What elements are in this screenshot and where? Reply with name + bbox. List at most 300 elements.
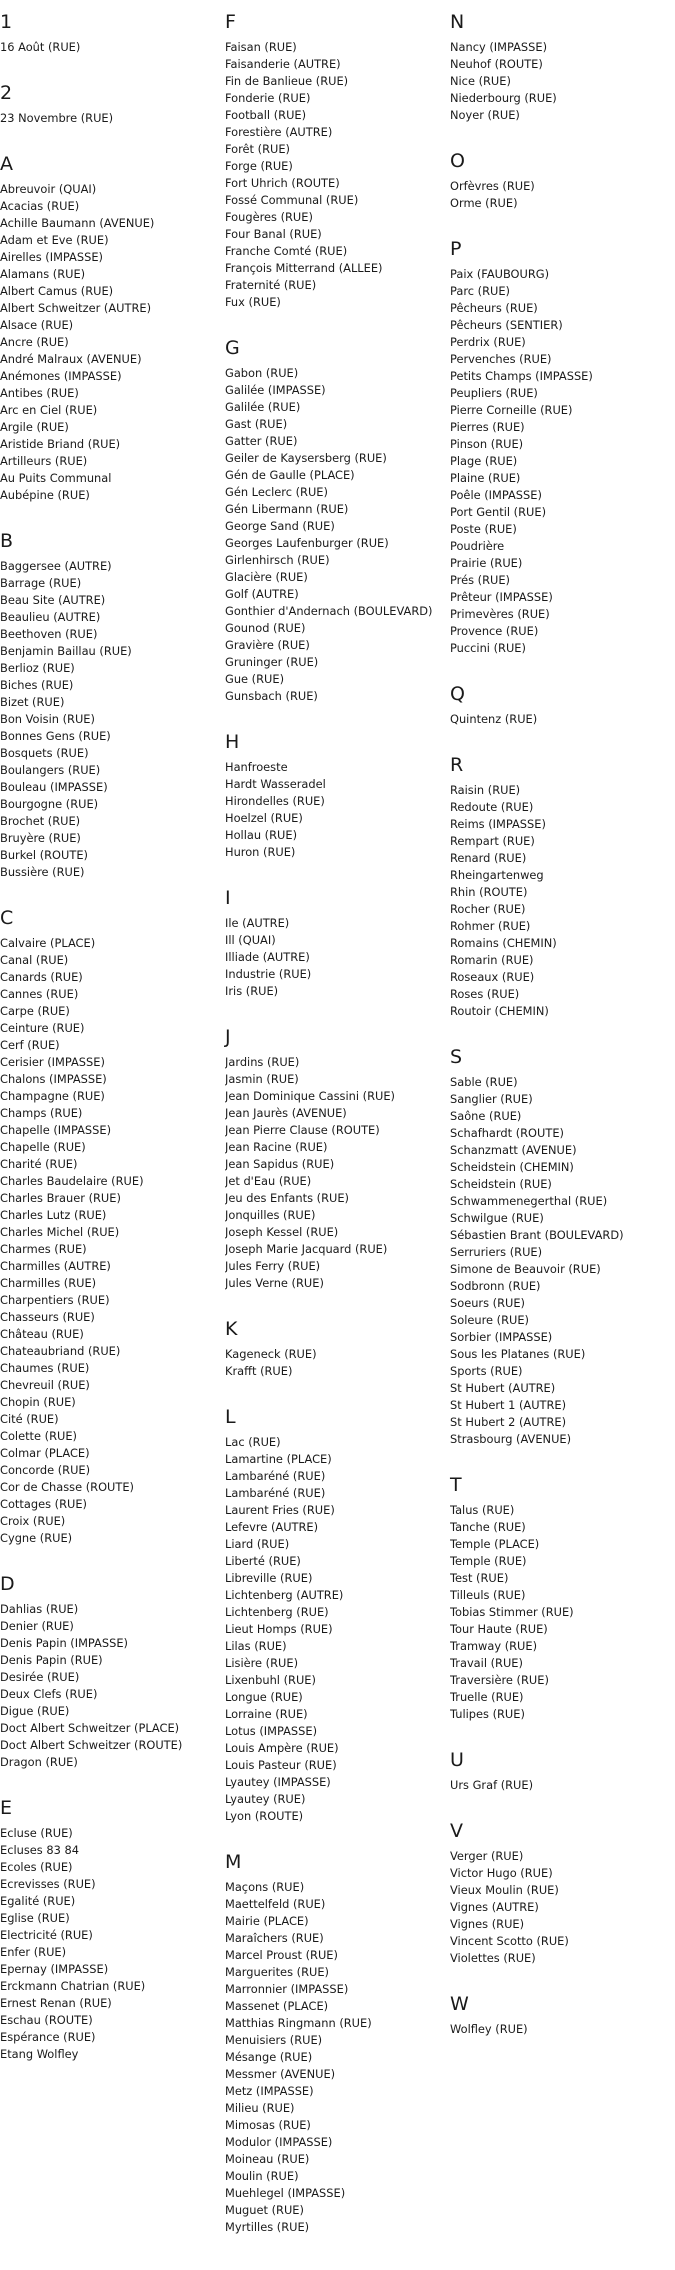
street-link[interactable]: Beaulieu (AUTRE) bbox=[0, 610, 101, 624]
street-link[interactable]: Brochet (RUE) bbox=[0, 814, 81, 828]
street-link[interactable]: Tanche (RUE) bbox=[450, 1520, 526, 1534]
street-link[interactable]: Matthias Ringmann (RUE) bbox=[225, 2016, 372, 2030]
street-link[interactable]: Talus (RUE) bbox=[450, 1503, 515, 1517]
street-link[interactable]: Lefevre (AUTRE) bbox=[225, 1520, 319, 1534]
street-link[interactable]: Menuisiers (RUE) bbox=[225, 2033, 323, 2047]
street-link[interactable]: Temple (PLACE) bbox=[450, 1537, 540, 1551]
street-link[interactable]: Lamartine (PLACE) bbox=[225, 1452, 332, 1466]
street-link[interactable]: Dahlias (RUE) bbox=[0, 1602, 79, 1616]
street-link[interactable]: Electricité (RUE) bbox=[0, 1928, 93, 1942]
street-link[interactable]: Libreville (RUE) bbox=[225, 1571, 313, 1585]
street-link[interactable]: Jean Pierre Clause (ROUTE) bbox=[225, 1123, 380, 1137]
street-link[interactable]: Galilée (RUE) bbox=[225, 400, 301, 414]
street-link[interactable]: Ill (QUAI) bbox=[225, 933, 276, 947]
street-link[interactable]: Roses (RUE) bbox=[450, 987, 520, 1001]
street-link[interactable]: Lyon (ROUTE) bbox=[225, 1809, 304, 1823]
street-link[interactable]: Pinson (RUE) bbox=[450, 437, 524, 451]
street-link[interactable]: Jonquilles (RUE) bbox=[225, 1208, 316, 1222]
street-link[interactable]: Fraternité (RUE) bbox=[225, 278, 317, 292]
street-link[interactable]: Ecluse (RUE) bbox=[0, 1826, 73, 1840]
street-link[interactable]: Doct Albert Schweitzer (PLACE) bbox=[0, 1721, 180, 1735]
street-link[interactable]: Vieux Moulin (RUE) bbox=[450, 1883, 559, 1897]
street-link[interactable]: Soleure (RUE) bbox=[450, 1313, 529, 1327]
street-link[interactable]: Erckmann Chatrian (RUE) bbox=[0, 1979, 146, 1993]
street-link[interactable]: Beethoven (RUE) bbox=[0, 627, 98, 641]
street-link[interactable]: Calvaire (PLACE) bbox=[0, 936, 96, 950]
street-link[interactable]: Rempart (RUE) bbox=[450, 834, 535, 848]
street-link[interactable]: Primevères (RUE) bbox=[450, 607, 550, 621]
street-link[interactable]: Berlioz (RUE) bbox=[0, 661, 75, 675]
street-link[interactable]: Prêteur (IMPASSE) bbox=[450, 590, 553, 604]
street-link[interactable]: Poudrière bbox=[450, 539, 505, 553]
street-link[interactable]: Fux (RUE) bbox=[225, 295, 281, 309]
street-link[interactable]: Gén Libermann (RUE) bbox=[225, 502, 349, 516]
street-link[interactable]: Huron (RUE) bbox=[225, 845, 296, 859]
street-link[interactable]: Gravière (RUE) bbox=[225, 638, 310, 652]
street-link[interactable]: Peupliers (RUE) bbox=[450, 386, 538, 400]
street-link[interactable]: Jardins (RUE) bbox=[225, 1055, 300, 1069]
street-link[interactable]: Lieut Homps (RUE) bbox=[225, 1622, 333, 1636]
street-link[interactable]: Violettes (RUE) bbox=[450, 1951, 536, 1965]
street-link[interactable]: Lotus (IMPASSE) bbox=[225, 1724, 318, 1738]
street-link[interactable]: Albert Camus (RUE) bbox=[0, 284, 114, 298]
street-link[interactable]: Marguerites (RUE) bbox=[225, 1965, 329, 1979]
street-link[interactable]: Benjamin Baillau (RUE) bbox=[0, 644, 132, 658]
street-link[interactable]: Rhin (ROUTE) bbox=[450, 885, 528, 899]
index-column-2 bbox=[225, 12, 445, 2263]
street-link[interactable]: Eglise (RUE) bbox=[0, 1911, 70, 1925]
street-link[interactable]: Tilleuls (RUE) bbox=[450, 1588, 526, 1602]
street-link[interactable]: Burkel (ROUTE) bbox=[0, 848, 88, 862]
street-link[interactable]: Perdrix (RUE) bbox=[450, 335, 526, 349]
street-link[interactable]: Anémones (IMPASSE) bbox=[0, 369, 122, 383]
street-link[interactable]: Milieu (RUE) bbox=[225, 2101, 295, 2115]
street-link[interactable]: St Hubert (AUTRE) bbox=[450, 1381, 556, 1395]
street-link[interactable]: 16 Août (RUE) bbox=[0, 40, 81, 54]
street-link[interactable]: Chapelle (IMPASSE) bbox=[0, 1123, 112, 1137]
street-link[interactable]: Joseph Kessel (RUE) bbox=[225, 1225, 339, 1239]
street-link[interactable]: Modulor (IMPASSE) bbox=[225, 2135, 333, 2149]
street-link[interactable]: Traversière (RUE) bbox=[450, 1673, 549, 1687]
street-link[interactable]: Niederbourg (RUE) bbox=[450, 91, 557, 105]
street-link[interactable]: St Hubert 1 (AUTRE) bbox=[450, 1398, 567, 1412]
street-link[interactable]: Muguet (RUE) bbox=[225, 2203, 304, 2217]
street-link[interactable]: Faisan (RUE) bbox=[225, 40, 297, 54]
street-link[interactable]: François Mitterrand (ALLEE) bbox=[225, 261, 383, 275]
street-link[interactable]: Wolfley (RUE) bbox=[450, 2022, 528, 2036]
street-link[interactable]: Desirée (RUE) bbox=[0, 1670, 80, 1684]
street-link[interactable]: Massenet (PLACE) bbox=[225, 1999, 329, 2013]
street-link[interactable]: Prairie (RUE) bbox=[450, 556, 523, 570]
street-link[interactable]: Pêcheurs (RUE) bbox=[450, 301, 538, 315]
street-link[interactable]: Deux Clefs (RUE) bbox=[0, 1687, 98, 1701]
street-link[interactable]: Chalons (IMPASSE) bbox=[0, 1072, 107, 1086]
street-link[interactable]: Schwilgue (RUE) bbox=[450, 1211, 544, 1225]
street-link[interactable]: Cité (RUE) bbox=[0, 1412, 59, 1426]
street-link[interactable]: Four Banal (RUE) bbox=[225, 227, 322, 241]
street-link[interactable]: Bouleau (IMPASSE) bbox=[0, 780, 108, 794]
street-link[interactable]: Myrtilles (RUE) bbox=[225, 2220, 310, 2234]
street-link[interactable]: Schanzmatt (AVENUE) bbox=[450, 1143, 577, 1157]
street-list bbox=[0, 1601, 220, 1771]
street-link[interactable]: Chopin (RUE) bbox=[0, 1395, 76, 1409]
street-link[interactable]: Romarin (RUE) bbox=[450, 953, 534, 967]
street-link[interactable]: Longue (RUE) bbox=[225, 1690, 303, 1704]
street-link[interactable]: Aristide Briand (RUE) bbox=[0, 437, 121, 451]
street-link[interactable]: Neuhof (ROUTE) bbox=[450, 57, 543, 71]
street-link[interactable]: Jules Ferry (RUE) bbox=[225, 1259, 321, 1273]
street-link[interactable]: Nice (RUE) bbox=[450, 74, 511, 88]
street-link[interactable]: Bizet (RUE) bbox=[0, 695, 65, 709]
street-link[interactable]: Tour Haute (RUE) bbox=[450, 1622, 548, 1636]
street-link[interactable]: Rocher (RUE) bbox=[450, 902, 526, 916]
street-link[interactable]: Jeu des Enfants (RUE) bbox=[225, 1191, 349, 1205]
street-link[interactable]: Fonderie (RUE) bbox=[225, 91, 311, 105]
street-link[interactable]: Plage (RUE) bbox=[450, 454, 518, 468]
street-link[interactable]: Sports (RUE) bbox=[450, 1364, 523, 1378]
street-link[interactable]: Jean Jaurès (AVENUE) bbox=[225, 1106, 347, 1120]
street-link[interactable]: Scheidstein (RUE) bbox=[450, 1177, 552, 1191]
street-link[interactable]: Bourgogne (RUE) bbox=[0, 797, 99, 811]
street-link[interactable]: Forge (RUE) bbox=[225, 159, 293, 173]
street-link[interactable]: Ecoles (RUE) bbox=[0, 1860, 73, 1874]
street-link[interactable]: Ceinture (RUE) bbox=[0, 1021, 85, 1035]
street-link[interactable]: Ernest Renan (RUE) bbox=[0, 1996, 112, 2010]
street-link[interactable]: Gén de Gaulle (PLACE) bbox=[225, 468, 355, 482]
street-link[interactable]: Argile (RUE) bbox=[0, 420, 69, 434]
street-link[interactable]: Galilée (IMPASSE) bbox=[225, 383, 326, 397]
street-link[interactable]: Puccini (RUE) bbox=[450, 641, 526, 655]
street-link[interactable]: Orfèvres (RUE) bbox=[450, 179, 535, 193]
street-link[interactable]: Romains (CHEMIN) bbox=[450, 936, 557, 950]
street-link[interactable]: Prés (RUE) bbox=[450, 573, 511, 587]
street-link[interactable]: Jean Racine (RUE) bbox=[225, 1140, 328, 1154]
street-link[interactable]: Schafhardt (ROUTE) bbox=[450, 1126, 564, 1140]
street-link[interactable]: Vincent Scotto (RUE) bbox=[450, 1934, 569, 1948]
street-link[interactable]: Gonthier d'Andernach (BOULEVARD) bbox=[225, 604, 433, 618]
street-link[interactable]: Lyautey (IMPASSE) bbox=[225, 1775, 331, 1789]
street-link[interactable]: Nancy (IMPASSE) bbox=[450, 40, 548, 54]
street-link[interactable]: 23 Novembre (RUE) bbox=[0, 111, 114, 125]
street-link[interactable]: Charmes (RUE) bbox=[0, 1242, 87, 1256]
street-link[interactable]: Pierre Corneille (RUE) bbox=[450, 403, 573, 417]
street-link[interactable]: Marronnier (IMPASSE) bbox=[225, 1982, 349, 1996]
street-link[interactable]: Pervenches (RUE) bbox=[450, 352, 552, 366]
street-link[interactable]: Sable (RUE) bbox=[450, 1075, 518, 1089]
street-link[interactable]: Krafft (RUE) bbox=[225, 1364, 293, 1378]
street-link[interactable]: Louis Ampère (RUE) bbox=[225, 1741, 339, 1755]
street-link[interactable]: Lichtenberg (AUTRE) bbox=[225, 1588, 344, 1602]
street-link[interactable]: Alamans (RUE) bbox=[0, 267, 86, 281]
street-link[interactable]: Ile (AUTRE) bbox=[225, 916, 290, 930]
street-link[interactable]: Roseaux (RUE) bbox=[450, 970, 535, 984]
street-link[interactable]: Ecluses 83 84 bbox=[0, 1843, 79, 1857]
street-link[interactable]: Cannes (RUE) bbox=[0, 987, 79, 1001]
street-link[interactable]: Arc en Ciel (RUE) bbox=[0, 403, 98, 417]
street-link[interactable]: Colmar (PLACE) bbox=[0, 1446, 90, 1460]
street-link[interactable]: Ecrevisses (RUE) bbox=[0, 1877, 96, 1891]
street-link[interactable]: Cor de Chasse (ROUTE) bbox=[0, 1480, 134, 1494]
street-link[interactable]: Cerf (RUE) bbox=[0, 1038, 60, 1052]
street-link[interactable]: Abreuvoir (QUAI) bbox=[0, 182, 97, 196]
street-link[interactable]: Bosquets (RUE) bbox=[0, 746, 89, 760]
street-link[interactable]: Geiler de Kaysersberg (RUE) bbox=[225, 451, 387, 465]
street-link[interactable]: Jean Dominique Cassini (RUE) bbox=[225, 1089, 395, 1103]
street-link[interactable]: Noyer (RUE) bbox=[450, 108, 520, 122]
street-link[interactable]: Chateaubriand (RUE) bbox=[0, 1344, 121, 1358]
street-link[interactable]: Colette (RUE) bbox=[0, 1429, 77, 1443]
street-link[interactable]: Charles Baudelaire (RUE) bbox=[0, 1174, 144, 1188]
street-link[interactable]: Quintenz (RUE) bbox=[450, 712, 538, 726]
street-link[interactable]: Alsace (RUE) bbox=[0, 318, 74, 332]
street-link[interactable]: Jet d'Eau (RUE) bbox=[225, 1174, 312, 1188]
street-link[interactable]: Lichtenberg (RUE) bbox=[225, 1605, 329, 1619]
street-link[interactable]: Charles Lutz (RUE) bbox=[0, 1208, 107, 1222]
street-link[interactable]: Victor Hugo (RUE) bbox=[450, 1866, 553, 1880]
street-link[interactable]: Iris (RUE) bbox=[225, 984, 279, 998]
street-link[interactable]: Liard (RUE) bbox=[225, 1537, 290, 1551]
street-link[interactable]: Vignes (RUE) bbox=[450, 1917, 525, 1931]
street-link[interactable]: Hollau (RUE) bbox=[225, 828, 298, 842]
street-link[interactable]: Gruninger (RUE) bbox=[225, 655, 319, 669]
street-link[interactable]: Illiade (AUTRE) bbox=[225, 950, 310, 964]
street-link[interactable]: Adam et Eve (RUE) bbox=[0, 233, 109, 247]
street-link[interactable]: Reims (IMPASSE) bbox=[450, 817, 546, 831]
street-link[interactable]: Achille Baumann (AVENUE) bbox=[0, 216, 155, 230]
street-link[interactable]: Epernay (IMPASSE) bbox=[0, 1962, 109, 1976]
street-link[interactable]: Chapelle (RUE) bbox=[0, 1140, 86, 1154]
street-link[interactable]: Tulipes (RUE) bbox=[450, 1707, 525, 1721]
street-link[interactable]: Rheingartenweg bbox=[450, 868, 544, 882]
street-link[interactable]: Bruyère (RUE) bbox=[0, 831, 81, 845]
street-link[interactable]: Vignes (AUTRE) bbox=[450, 1900, 539, 1914]
street-link[interactable]: Franche Comté (RUE) bbox=[225, 244, 348, 258]
street-link[interactable]: Faisanderie (AUTRE) bbox=[225, 57, 341, 71]
street-link[interactable]: Moulin (RUE) bbox=[225, 2169, 299, 2183]
street-link[interactable]: Scheidstein (CHEMIN) bbox=[450, 1160, 574, 1174]
street-link[interactable]: Eschau (ROUTE) bbox=[0, 2013, 93, 2027]
street-link[interactable]: Pêcheurs (SENTIER) bbox=[450, 318, 563, 332]
street-link[interactable]: Football (RUE) bbox=[225, 108, 307, 122]
street-link[interactable]: Albert Schweitzer (AUTRE) bbox=[0, 301, 152, 315]
street-link[interactable]: Canards (RUE) bbox=[0, 970, 83, 984]
street-link[interactable]: Dragon (RUE) bbox=[0, 1755, 78, 1769]
street-link[interactable]: Fougères (RUE) bbox=[225, 210, 313, 224]
street-link[interactable]: Artilleurs (RUE) bbox=[0, 454, 88, 468]
street-link[interactable]: Airelles (IMPASSE) bbox=[0, 250, 103, 264]
street-link[interactable]: Gunsbach (RUE) bbox=[225, 689, 318, 703]
street-link[interactable]: Charles Michel (RUE) bbox=[0, 1225, 120, 1239]
street-link[interactable]: Aubépine (RUE) bbox=[0, 488, 90, 502]
street-link[interactable]: Gén Leclerc (RUE) bbox=[225, 485, 328, 499]
street-link[interactable]: Louis Pasteur (RUE) bbox=[225, 1758, 337, 1772]
street-link[interactable]: Verger (RUE) bbox=[450, 1849, 524, 1863]
street-link[interactable]: Bussière (RUE) bbox=[0, 865, 85, 879]
street-link[interactable]: Maraîchers (RUE) bbox=[225, 1931, 324, 1945]
street-link[interactable]: Beau Site (AUTRE) bbox=[0, 593, 106, 607]
street-link[interactable]: Gue (RUE) bbox=[225, 672, 285, 686]
street-link[interactable]: Sous les Platanes (RUE) bbox=[450, 1347, 586, 1361]
street-link[interactable]: Denis Papin (IMPASSE) bbox=[0, 1636, 128, 1650]
street-link[interactable]: André Malraux (AVENUE) bbox=[0, 352, 142, 366]
street-link[interactable]: Lilas (RUE) bbox=[225, 1639, 287, 1653]
street-link[interactable]: Fin de Banlieue (RUE) bbox=[225, 74, 349, 88]
street-link[interactable]: Orme (RUE) bbox=[450, 196, 518, 210]
street-link[interactable]: Soeurs (RUE) bbox=[450, 1296, 526, 1310]
street-link[interactable]: Maçons (RUE) bbox=[225, 1880, 305, 1894]
street-link[interactable]: Parc (RUE) bbox=[450, 284, 510, 298]
street-link[interactable]: Antibes (RUE) bbox=[0, 386, 79, 400]
street-link[interactable]: Charmilles (RUE) bbox=[0, 1276, 97, 1290]
street-link[interactable]: Charité (RUE) bbox=[0, 1157, 78, 1171]
street-link[interactable]: Hirondelles (RUE) bbox=[225, 794, 325, 808]
street-link[interactable]: Bon Voisin (RUE) bbox=[0, 712, 95, 726]
street-link[interactable]: Denis Papin (RUE) bbox=[0, 1653, 103, 1667]
street-link[interactable]: Forêt (RUE) bbox=[225, 142, 290, 156]
street-link[interactable]: Egalité (RUE) bbox=[0, 1894, 76, 1908]
street-link[interactable]: Croix (RUE) bbox=[0, 1514, 66, 1528]
street-link[interactable]: Gounod (RUE) bbox=[225, 621, 306, 635]
street-link[interactable]: Saône (RUE) bbox=[450, 1109, 522, 1123]
street-link[interactable]: Pierres (RUE) bbox=[450, 420, 525, 434]
street-link[interactable]: Sanglier (RUE) bbox=[450, 1092, 533, 1106]
street-link[interactable]: Forestière (AUTRE) bbox=[225, 125, 333, 139]
street-link[interactable]: St Hubert 2 (AUTRE) bbox=[450, 1415, 567, 1429]
street-link[interactable]: Georges Laufenburger (RUE) bbox=[225, 536, 389, 550]
street-link[interactable]: Champs (RUE) bbox=[0, 1106, 83, 1120]
street-link[interactable]: Laurent Fries (RUE) bbox=[225, 1503, 335, 1517]
street-link[interactable]: Cerisier (IMPASSE) bbox=[0, 1055, 105, 1069]
street-link[interactable]: Charpentiers (RUE) bbox=[0, 1293, 110, 1307]
street-link[interactable]: Fossé Communal (RUE) bbox=[225, 193, 359, 207]
street-link[interactable]: Raisin (RUE) bbox=[450, 783, 521, 797]
street-link[interactable]: Chasseurs (RUE) bbox=[0, 1310, 95, 1324]
street-link[interactable]: Urs Graf (RUE) bbox=[450, 1778, 534, 1792]
street-link[interactable]: Carpe (RUE) bbox=[0, 1004, 70, 1018]
street-link[interactable]: Muehlegel (IMPASSE) bbox=[225, 2186, 346, 2200]
street-link[interactable]: Hanfroeste bbox=[225, 760, 288, 774]
street-link[interactable]: Metz (IMPASSE) bbox=[225, 2084, 314, 2098]
street-link[interactable]: Jules Verne (RUE) bbox=[225, 1276, 324, 1290]
street-link[interactable]: Etang Wolfley bbox=[0, 2047, 79, 2061]
street-link[interactable]: Canal (RUE) bbox=[0, 953, 69, 967]
street-link[interactable]: Baggersee (AUTRE) bbox=[0, 559, 112, 573]
street-link[interactable]: Test (RUE) bbox=[450, 1571, 509, 1585]
street-link[interactable]: Simone de Beauvoir (RUE) bbox=[450, 1262, 601, 1276]
street-link[interactable]: Marcel Proust (RUE) bbox=[225, 1948, 338, 1962]
street-link[interactable]: Plaine (RUE) bbox=[450, 471, 521, 485]
section-letter-heading: F bbox=[225, 11, 236, 33]
street-link[interactable]: Lac (RUE) bbox=[225, 1435, 281, 1449]
street-link[interactable]: Château (RUE) bbox=[0, 1327, 84, 1341]
street-link[interactable]: Barrage (RUE) bbox=[0, 576, 82, 590]
street-link[interactable]: Sodbronn (RUE) bbox=[450, 1279, 541, 1293]
street-link[interactable]: Tramway (RUE) bbox=[450, 1639, 538, 1653]
street-link[interactable]: Fort Uhrich (ROUTE) bbox=[225, 176, 340, 190]
street-link[interactable]: Moineau (RUE) bbox=[225, 2152, 310, 2166]
street-link[interactable]: Gatter (RUE) bbox=[225, 434, 298, 448]
street-link[interactable]: Champagne (RUE) bbox=[0, 1089, 105, 1103]
street-link[interactable]: Tobias Stimmer (RUE) bbox=[450, 1605, 574, 1619]
street-link[interactable]: Hardt Wasseradel bbox=[225, 777, 326, 791]
street-link[interactable]: Charmilles (AUTRE) bbox=[0, 1259, 111, 1273]
street-link[interactable]: Temple (RUE) bbox=[450, 1554, 527, 1568]
street-link[interactable]: Denier (RUE) bbox=[0, 1619, 74, 1633]
street-link[interactable]: Mésange (RUE) bbox=[225, 2050, 313, 2064]
street-link[interactable]: Digue (RUE) bbox=[0, 1704, 70, 1718]
street-link[interactable]: Travail (RUE) bbox=[450, 1656, 523, 1670]
street-link[interactable]: Gabon (RUE) bbox=[225, 366, 299, 380]
street-link[interactable]: Chaumes (RUE) bbox=[0, 1361, 90, 1375]
street-link[interactable]: Strasbourg (AVENUE) bbox=[450, 1432, 572, 1446]
street-link[interactable]: Hoelzel (RUE) bbox=[225, 811, 303, 825]
street-link[interactable]: Provence (RUE) bbox=[450, 624, 539, 638]
street-link[interactable]: Kageneck (RUE) bbox=[225, 1347, 317, 1361]
street-link[interactable]: Mimosas (RUE) bbox=[225, 2118, 311, 2132]
street-link[interactable]: Truelle (RUE) bbox=[450, 1690, 524, 1704]
street-link[interactable]: Cygne (RUE) bbox=[0, 1531, 73, 1545]
street-link[interactable]: Cottages (RUE) bbox=[0, 1497, 87, 1511]
street-link[interactable]: Biches (RUE) bbox=[0, 678, 74, 692]
street-link[interactable]: Doct Albert Schweitzer (ROUTE) bbox=[0, 1738, 183, 1752]
street-link[interactable]: Lyautey (RUE) bbox=[225, 1792, 306, 1806]
street-link[interactable]: Poêle (IMPASSE) bbox=[450, 488, 542, 502]
street-link[interactable]: Lixenbuhl (RUE) bbox=[225, 1673, 316, 1687]
street-link[interactable]: Sébastien Brant (BOULEVARD) bbox=[450, 1228, 624, 1242]
street-link[interactable]: Maettelfeld (RUE) bbox=[225, 1897, 326, 1911]
street-link[interactable]: Sorbier (IMPASSE) bbox=[450, 1330, 553, 1344]
street-link[interactable]: Redoute (RUE) bbox=[450, 800, 534, 814]
street-link[interactable]: Lisière (RUE) bbox=[225, 1656, 299, 1670]
street-link[interactable]: Gast (RUE) bbox=[225, 417, 288, 431]
street-link[interactable]: Enfer (RUE) bbox=[0, 1945, 67, 1959]
street-link[interactable]: Schwammenegerthal (RUE) bbox=[450, 1194, 608, 1208]
street-link[interactable]: Glacière (RUE) bbox=[225, 570, 308, 584]
street-link[interactable]: Paix (FAUBOURG) bbox=[450, 267, 550, 281]
street-link[interactable]: Chevreuil (RUE) bbox=[0, 1378, 90, 1392]
street-link[interactable]: Rohmer (RUE) bbox=[450, 919, 531, 933]
street-link[interactable]: Messmer (AVENUE) bbox=[225, 2067, 336, 2081]
street-link[interactable]: Lambaréné (RUE) bbox=[225, 1486, 326, 1500]
street-link[interactable]: Poste (RUE) bbox=[450, 522, 517, 536]
street-link[interactable]: Charles Brauer (RUE) bbox=[0, 1191, 121, 1205]
street-link[interactable]: Serruriers (RUE) bbox=[450, 1245, 543, 1259]
street-link[interactable]: Jean Sapidus (RUE) bbox=[225, 1157, 335, 1171]
street-link[interactable]: Jasmin (RUE) bbox=[225, 1072, 299, 1086]
street-link[interactable]: Concorde (RUE) bbox=[0, 1463, 91, 1477]
street-link[interactable]: Joseph Marie Jacquard (RUE) bbox=[225, 1242, 388, 1256]
street-link[interactable]: Mairie (PLACE) bbox=[225, 1914, 309, 1928]
street-link[interactable]: Bonnes Gens (RUE) bbox=[0, 729, 111, 743]
street-link[interactable]: Au Puits Communal bbox=[0, 471, 112, 485]
street-link[interactable]: Acacias (RUE) bbox=[0, 199, 80, 213]
street-link[interactable]: Lambaréné (RUE) bbox=[225, 1469, 326, 1483]
street-link[interactable]: Renard (RUE) bbox=[450, 851, 527, 865]
street-link[interactable]: George Sand (RUE) bbox=[225, 519, 335, 533]
street-link[interactable]: Lorraine (RUE) bbox=[225, 1707, 308, 1721]
street-link[interactable]: Liberté (RUE) bbox=[225, 1554, 301, 1568]
street-link[interactable]: Port Gentil (RUE) bbox=[450, 505, 547, 519]
street-link[interactable]: Petits Champs (IMPASSE) bbox=[450, 369, 593, 383]
street-link[interactable]: Routoir (CHEMIN) bbox=[450, 1004, 549, 1018]
street-link[interactable]: Ancre (RUE) bbox=[0, 335, 69, 349]
street-link[interactable]: Industrie (RUE) bbox=[225, 967, 312, 981]
letter-section bbox=[0, 83, 220, 127]
street-link[interactable]: Boulangers (RUE) bbox=[0, 763, 101, 777]
street-link[interactable]: Girlenhirsch (RUE) bbox=[225, 553, 330, 567]
street-link[interactable]: Espérance (RUE) bbox=[0, 2030, 96, 2044]
street-link[interactable]: Golf (AUTRE) bbox=[225, 587, 299, 601]
